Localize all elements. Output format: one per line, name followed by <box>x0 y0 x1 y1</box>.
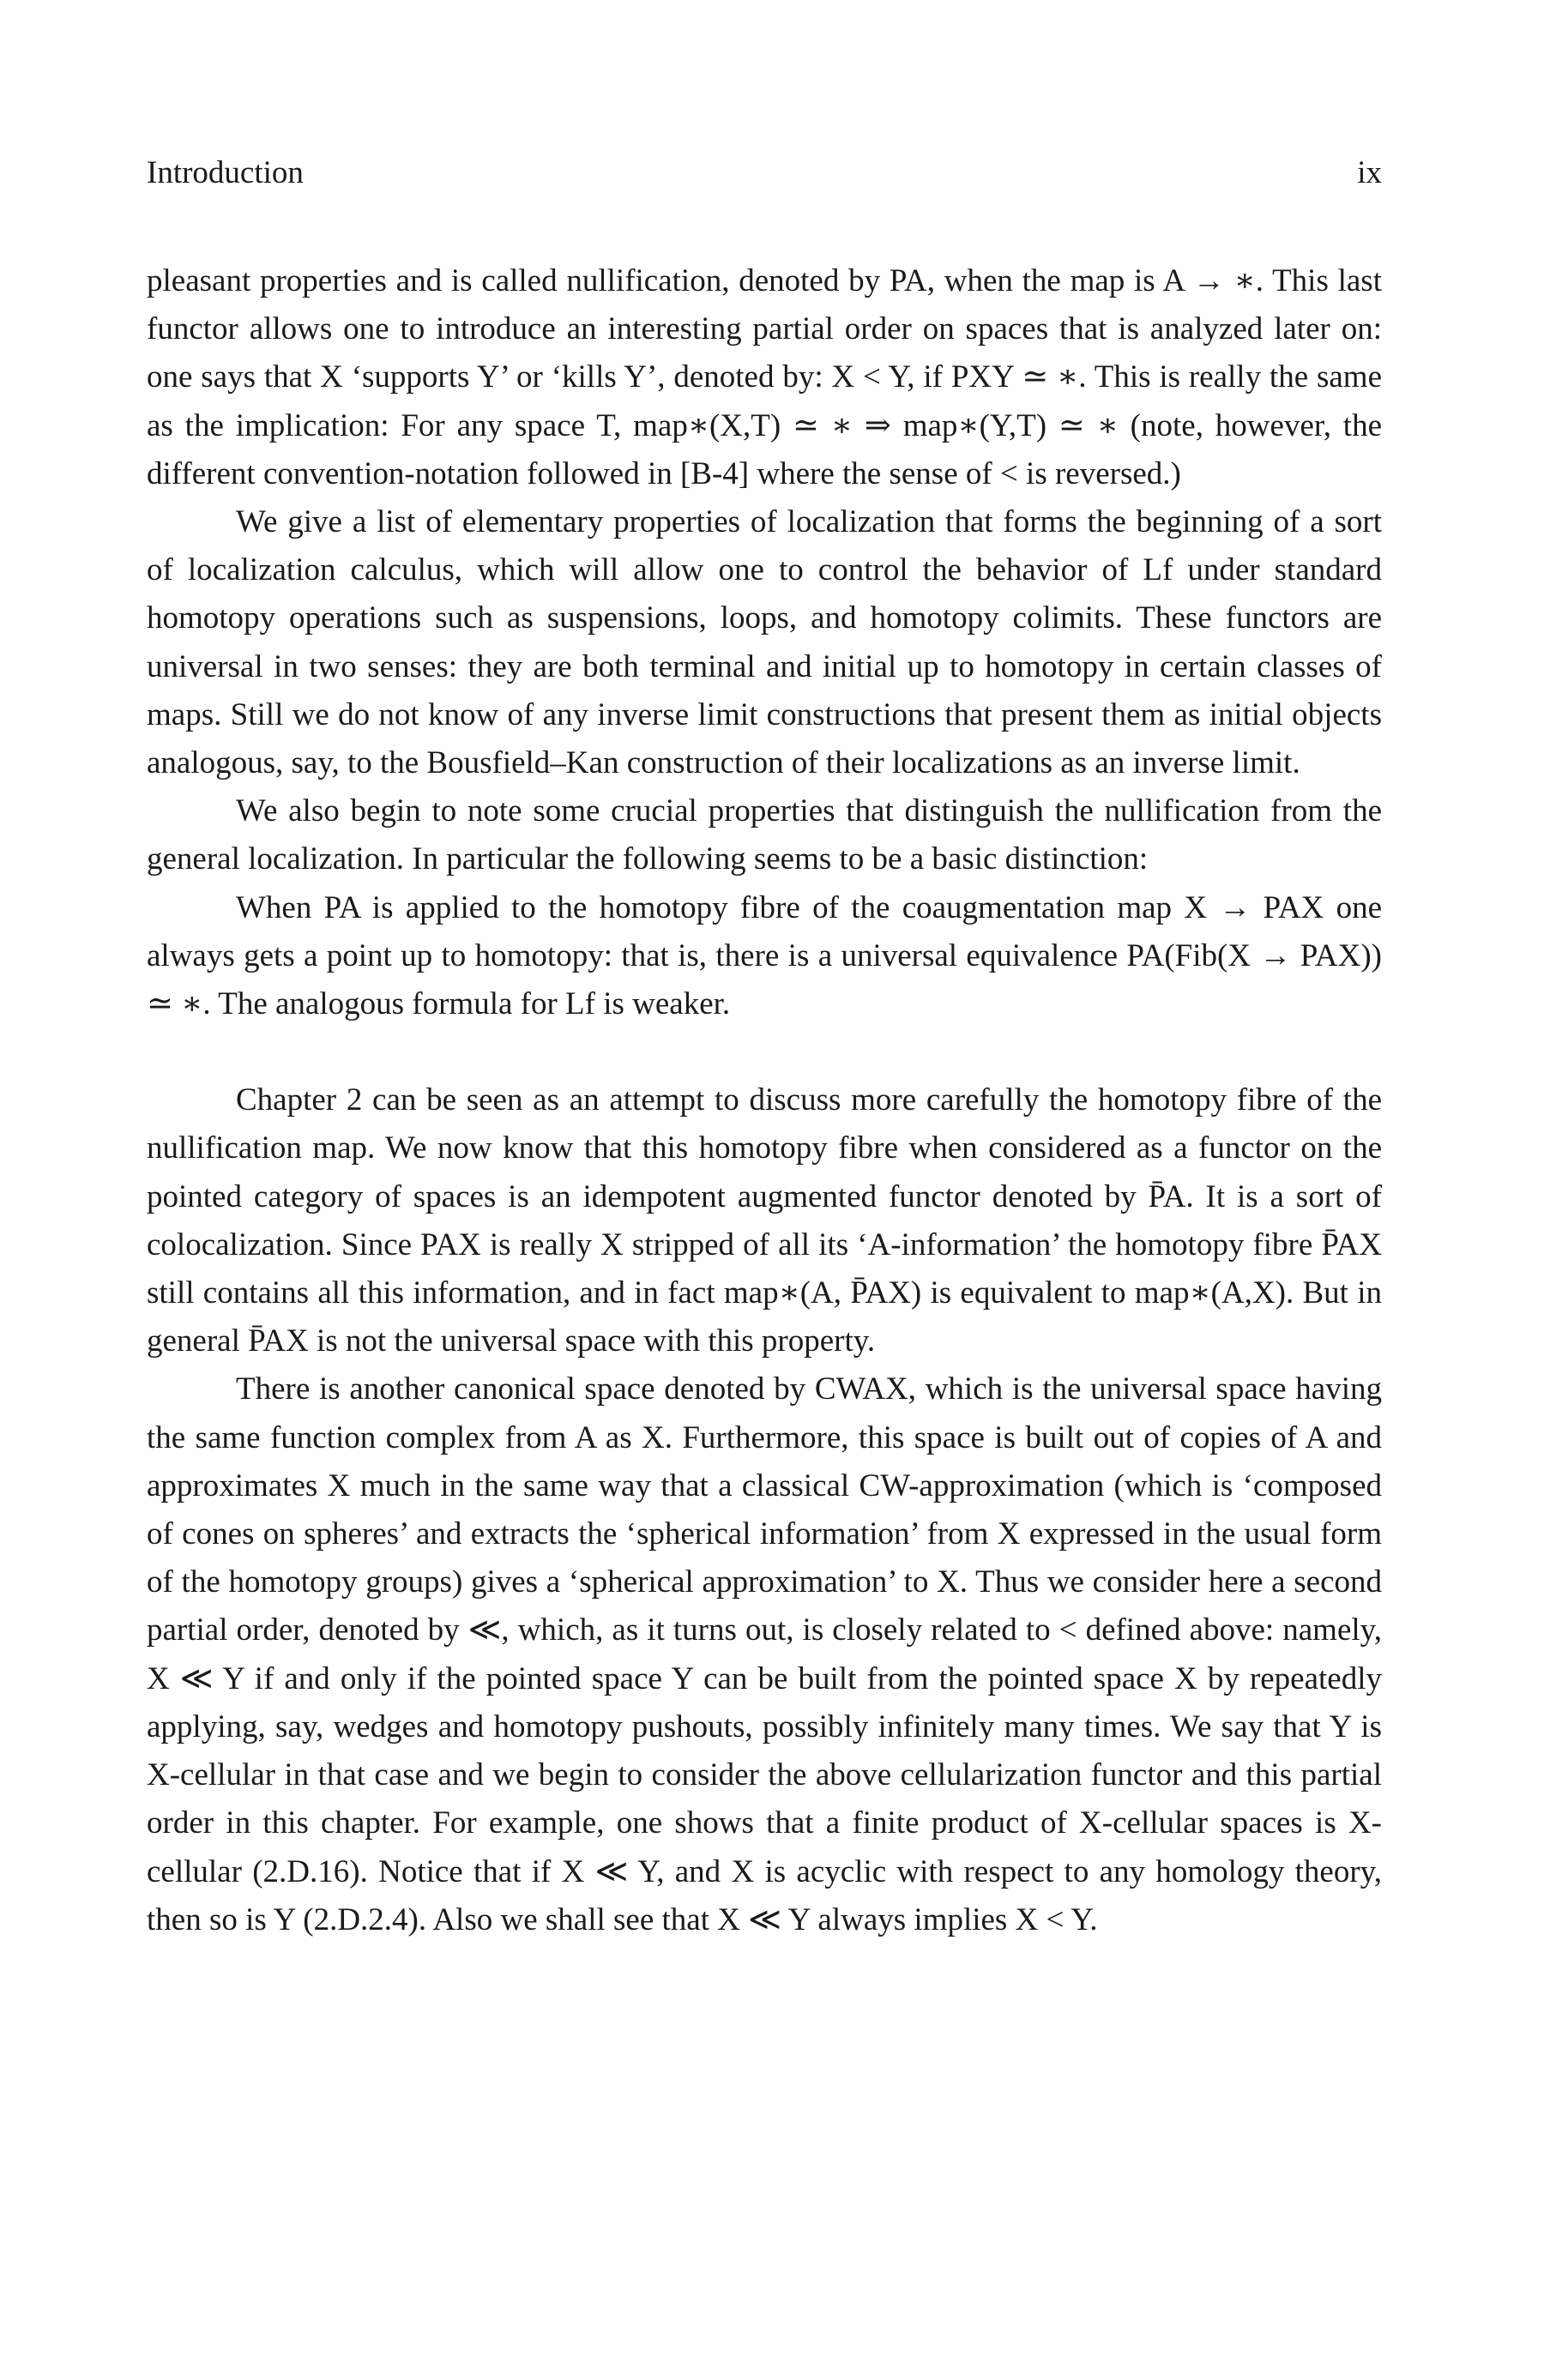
page-number: ix <box>1357 155 1382 190</box>
running-head <box>147 148 1382 199</box>
paragraph-crucial-properties: We also begin to note some crucial properties that distinguish the nullification from the general localization. In particular the following seems to be a basic distinction: <box>147 793 1382 877</box>
paragraph-basic-distinction: When PA is applied to the homotopy fibre of the coaugmentation map X → PAX one always gets a point up to homotopy: that is, there is a universal equivalence PA(Fib(X → PAX)) ≃ ∗. The analogous formula for Lf is weaker. <box>147 889 1382 1022</box>
paragraph-cellularization: There is another canonical space denoted by CWAX, which is the universal space having the same function complex from A as X. Furthermore, this space is built out of copies of A and approximates X much in the same way that a classical CW-approximation (which is ‘composed of cones on spheres’ and extracts the ‘spherical information’ from X expressed in the usual form of the homotopy groups) gives a ‘spherical approximation’ to X. Thus we consider here a second partial order, denoted by ≪, which, as it turns out, is closely related to < defined above: namely, X ≪ Y if and only if the pointed space Y can be built from the pointed space X by repeatedly applying, say, wedges and homotopy pushouts, possibly infinitely many times. We say that Y is X-cellular in that case and we begin to consider the above cellularization functor and this partial order in this chapter. For example, one shows that a finite product of X-cellular spaces is X-cellular (2.D.16). Notice that if X ≪ Y, and X is acyclic with respect to any homology theory, then so is Y (2.D.2.4). Also we shall see that X ≪ Y always implies X < Y. <box>147 1371 1382 1937</box>
paragraph-chapter-2: Chapter 2 can be seen as an attempt to discuss more carefully the homotopy fibre of the nullification map. We now know that this homotopy fibre when considered as a functor on the pointed category of spaces is an idempotent augmented functor denoted by P̄A. It is a sort of colocalization. Since PAX is really X stripped of all its ‘A-information’ the homotopy fibre P̄AX still contains all this information, and in fact map∗(A, P̄AX) is equivalent to map∗(A,X). But in general P̄AX is not the universal space with this property. <box>147 1082 1382 1359</box>
paragraph-localization-calculus: We give a list of elementary properties of localization that forms the beginning of a sort of localization calculus, which will allow one to control the behavior of Lf under standard homotopy operations such as suspensions, loops, and homotopy colimits. These functors are universal in two senses: they are both terminal and initial up to homotopy in certain classes of maps. Still we do not know of any inverse limit constructions that present them as initial objects analogous, say, to the Bousfield–Kan construction of their localizations as an inverse limit. <box>147 504 1382 781</box>
chapter-title: Introduction <box>147 155 304 190</box>
body-text <box>147 257 1382 1944</box>
paragraph-nullification: pleasant properties and is called nullification, denoted by PA, when the map is A → ∗. This last functor allows one to introduce an interesting partial order on spaces that is analyzed later on: one says that X ‘supports Y’ or ‘kills Y’, denoted by: X < Y, if PXY ≃ ∗. This is really the same as the implication: For any space T, map∗(X,T) ≃ ∗ ⇒ map∗(Y,T) ≃ ∗ (note, however, the different convention-notation followed in [B-4] where the sense of < is reversed.) <box>147 263 1382 491</box>
